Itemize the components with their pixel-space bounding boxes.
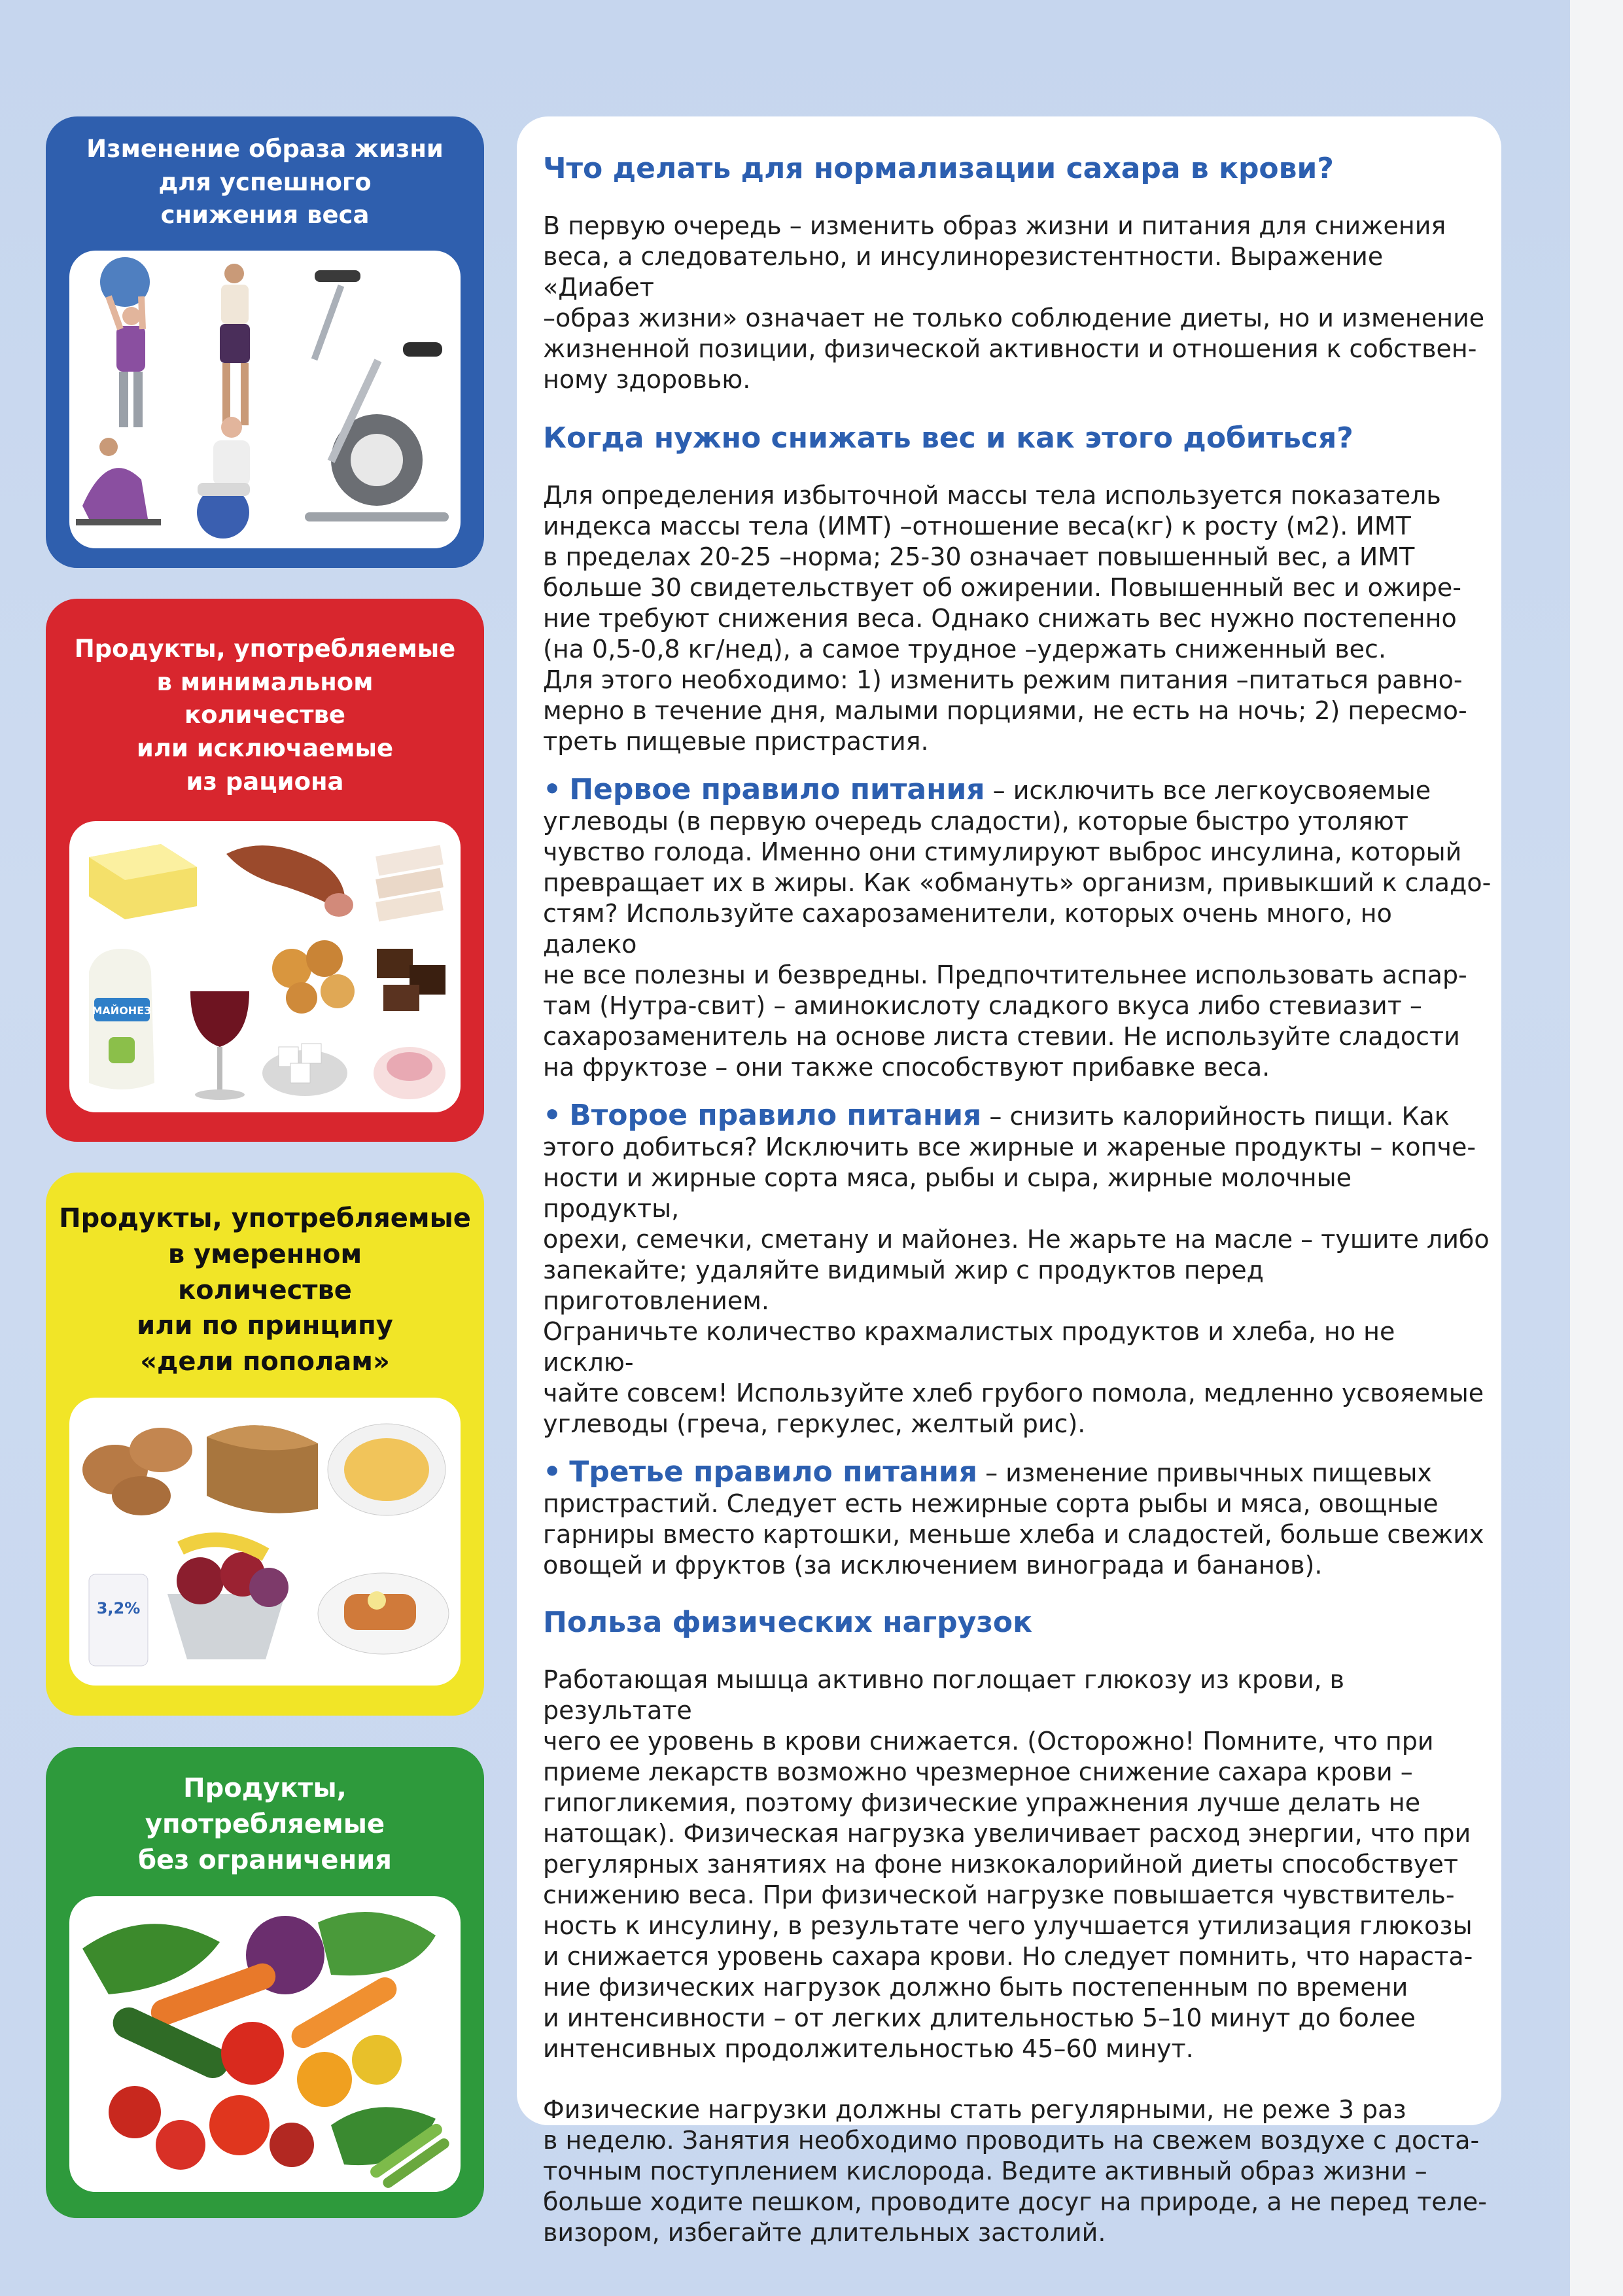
- rule-1-name: Первое правило питания: [569, 773, 985, 806]
- paragraph-regular-activity: Физические нагрузки должны стать регулярными, не реже 3 раз в неделю. Занятия необходимо проводить на свежем воздухе с доста- точным поступлением кислорода. Ведите активный образ жизни – больше ходите пешком, проводите досуг на природе, а не перед теле- визором, избегайте длительных застолий.: [543, 2095, 1487, 2247]
- rule-2: [543, 1100, 1492, 1439]
- mayonnaise-label: МАЙОНЕЗ: [92, 1004, 152, 1017]
- rule-2-name: Второе правило питания: [569, 1099, 982, 1132]
- panel-moderate-products: [46, 1173, 484, 1716]
- panel-lifestyle-title: Изменение образа жизни для успешного снижения веса: [86, 135, 444, 230]
- vegetables-illustration: [69, 1896, 461, 2192]
- paragraph-lifestyle: В первую очередь – изменить образ жизни и питания для снижения веса, а следовательно, и инсулинорезистентности. Выражение «Диабет –образ жизни» означает не только соблюдение диеты, но и изменение жизненной позиции, физической активности и отношения к собствен- ному здоровью.: [543, 211, 1485, 394]
- minimal-products-illustration: [69, 821, 461, 1112]
- bullet: •: [543, 1099, 562, 1132]
- milk-label: 3,2%: [96, 1599, 141, 1617]
- bullet: •: [543, 1455, 562, 1489]
- rule-3-text: – изменение привычных пищевых пристрастий. Следует есть нежирные сорта рыбы и мяса, овощные гарниры вместо картошки, меньше хлеба и сладостей, больше свежих овощей и фруктов (за исключением винограда и бананов).: [543, 1458, 1484, 1580]
- article-card: [517, 116, 1501, 2247]
- rule-3-name: Третье правило питания: [569, 1455, 977, 1489]
- bullet: •: [543, 773, 562, 806]
- heading-normalize-sugar: Что делать для нормализации сахара в крови?: [543, 152, 1334, 185]
- panel-unlimited-title: Продукты, употребляемые без ограничения: [138, 1773, 392, 1875]
- panel-minimal-title: Продукты, употребляемые в минимальном количестве или исключаемые из рациона: [74, 635, 456, 796]
- page-edge: [1570, 0, 1623, 2296]
- panel-moderate-title: Продукты, употребляемые в умеренном количестве или по принципу «дели пополам»: [59, 1203, 471, 1377]
- rule-1-text: – исключить все легкоусвояемые углеводы (в первую очередь сладости), которые быстро утоляют чувство голода. Именно они стимулируют выброс инсулина, который превращает их в жиры. Как «обмануть» организм, привыкший к сладо- стям? Используйте сахарозаменители, которых очень много, но далеко не все полезны и безвредны. Предпочтительнее использовать аспар- там (Нутра-свит) – аминокислоту сладкого вкуса либо стевиазит – сахарозаменитель на основе листа стевии. Не используйте сладости на фруктозе – они также способствуют прибавке веса.: [543, 776, 1492, 1082]
- paragraph-bmi: Для определения избыточной массы тела используется показатель индекса массы тела (ИМТ) –отношение веса(кг) к росту (м2). ИМТ в пределах 20-25 –норма; 25-30 означает повышенный вес, а ИМТ больше 30 свидетельствует об ожирении. Повышенный вес и ожире- ние требуют снижения веса. Однако снижать вес нужно постепенно (на 0,5-0,8 кг/нед), а самое трудное –удержать сниженный вес. Для этого необходимо: 1) изменить режим питания –питаться равно- мерно в течение дня, малыми порциями, не есть на ночь; 2) пересмо- треть пищевые пристрастия.: [543, 481, 1467, 756]
- panel-minimal-products: [46, 599, 484, 1142]
- heading-physical-activity: Польза физических нагрузок: [543, 1606, 1032, 1639]
- panel-unlimited-products: [46, 1747, 484, 2218]
- moderate-products-illustration: [69, 1398, 461, 1686]
- paragraph-muscle-glucose: Работающая мышца активно поглощает глюкозу из крови, в результате чего ее уровень в крови снижается. (Осторожно! Помните, что при приеме лекарств возможно чрезмерное снижение сахара крови – гипогликемия, поэтому физические упражнения лучше делать не натощак). Физическая нагрузка увеличивает расход энергии, что при регулярных занятиях на фоне низкокалорийной диеты способствует снижению веса. При физической нагрузке повышается чувствитель- ность к инсулину, в результате чего улучшается утилизация глюкозы и снижается уровень сахара крови. Но следует помнить, что нараста- ние физических нагрузок должно быть постепенным по времени и интенсивности – от легких длительностью 5–10 минут до более интенсивных продолжительностью 45–60 минут.: [543, 1665, 1473, 2063]
- rule-2-text: – снизить калорийность пищи. Как этого добиться? Исключить все жирные и жареные продукты – копче- ности и жирные сорта мяса, рыбы и сыра, жирные молочные продукты, орехи, семечки, сметану и майонез. Не жарьте на масле – тушите либо запекайте; удаляйте видимый жир с продуктов перед приготовлением. Ограничьте количество крахмалистых продуктов и хлеба, но не исклю- чайте совсем! Используйте хлеб грубого помола, медленно усвояемые углеводы (греча, геркулес, желтый рис).: [543, 1102, 1490, 1438]
- heading-weight-loss: Когда нужно снижать вес и как этого добиться?: [543, 421, 1353, 455]
- rule-1: [543, 774, 1492, 1083]
- article-content: [543, 143, 1492, 2248]
- exercise-illustration: [69, 251, 461, 548]
- panel-lifestyle: [46, 116, 484, 568]
- rule-3: [543, 1457, 1492, 1581]
